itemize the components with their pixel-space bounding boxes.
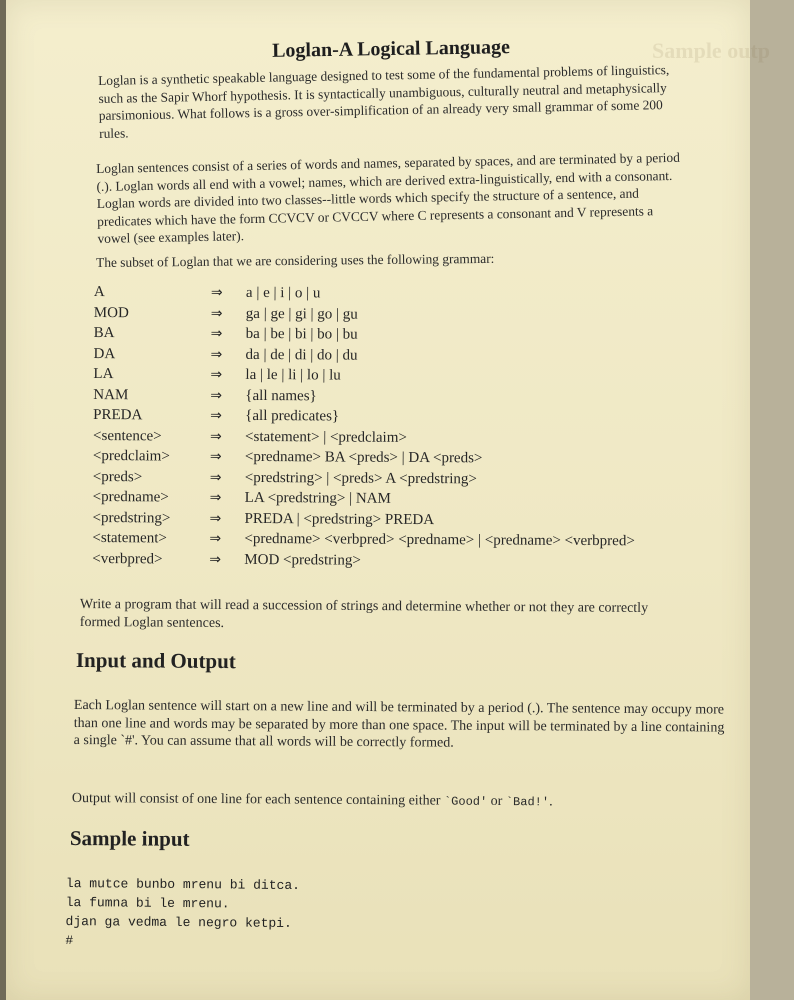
sample-line: djan ga vedma le negro ketpi.	[65, 913, 292, 931]
grammar-rhs: <predname> <verbpred> <predname> | <predname> <verbpred>	[244, 530, 635, 550]
derives-arrow-icon: ⇒	[210, 347, 223, 363]
grammar-lhs: MOD	[93, 304, 129, 321]
derives-arrow-icon: ⇒	[210, 408, 222, 424]
output-suffix: .	[549, 794, 553, 810]
task-paragraph: Write a program that will read a succession of strings and determine whether or not they are correctly formed Loglan sentences.	[79, 597, 649, 631]
grammar-rhs: {all predicates}	[245, 407, 340, 425]
grammar-intro-paragraph: The subset of Loglan that we are considering uses the following grammar:	[96, 250, 495, 270]
document-page	[6, 0, 770, 1000]
grammar-lhs: PREDA	[93, 406, 143, 424]
grammar-lhs: <predclaim>	[92, 447, 170, 465]
grammar-rhs: da | de | di | do | du	[245, 346, 358, 364]
derives-arrow-icon: ⇒	[210, 326, 223, 342]
grammar-rhs: <predname> BA <preds> | DA <preds>	[244, 448, 483, 467]
sample-line: la mutce bunbo mrenu bi ditca.	[65, 875, 301, 894]
grammar-rhs: PREDA | <predstring> PREDA	[244, 510, 435, 528]
derives-arrow-icon: ⇒	[209, 449, 222, 465]
derives-arrow-icon: ⇒	[210, 285, 223, 301]
output-bad-literal: `Bad!'	[505, 795, 550, 810]
grammar-lhs: <predname>	[92, 488, 169, 506]
grammar-rhs: MOD <predstring>	[244, 551, 361, 569]
derives-arrow-icon: ⇒	[210, 306, 223, 322]
output-prefix: Output will consist of one line for each sentence containing either	[71, 791, 445, 809]
derives-arrow-icon: ⇒	[210, 388, 223, 404]
grammar-lhs: <preds>	[92, 468, 143, 485]
page-title: Loglan-A Logical Language	[271, 36, 511, 62]
output-good-literal: `Good'	[443, 794, 488, 809]
grammar-rhs: la | le | li | lo | lu	[245, 366, 341, 384]
derives-arrow-icon: ⇒	[209, 511, 222, 527]
grammar-rhs: <statement> | <predclaim>	[245, 428, 407, 446]
sentence-structure-paragraph: Loglan sentences consist of a series of words and names, separated by spaces, and are terminated by a period (.). Loglan words all end with a vowel; names, which are derived extra-linguistically, end with a consonant. Loglan words are divided into two classes--little words which specify the structure of a sentence, and predicates which have the form CCVCV or CVCCV where C represents a consonant and V represents a vowel (see examples later).	[96, 149, 680, 246]
grammar-lhs: LA	[93, 365, 114, 383]
grammar-lhs: <statement>	[92, 529, 167, 547]
derives-arrow-icon: ⇒	[210, 429, 222, 445]
bleed-through-text: Sample outp	[652, 38, 770, 63]
input-paragraph: Each Loglan sentence will start on a new line and will be terminated by a period (.). The sentence may occupy more than one line and words may be separated by more than one space. The input will be terminated by a line containing a single `#'. You can assume that all words will be correctly formed.	[73, 698, 725, 751]
grammar-lhs: NAM	[93, 386, 129, 403]
io-heading: Input and Output	[75, 648, 236, 674]
grammar-lhs: A	[93, 284, 105, 301]
derives-arrow-icon: ⇒	[209, 490, 222, 506]
grammar-rhs: LA <predstring> | NAM	[244, 489, 391, 507]
derives-arrow-icon: ⇒	[209, 531, 222, 547]
grammar-lhs: <sentence>	[93, 427, 162, 444]
grammar-rhs: ba | be | bi | bo | bu	[245, 325, 358, 343]
intro-paragraph: Loglan is a synthetic speakable language designed to test some of the fundamental problems of linguistics, such as the Sapir Whorf hypothesis. It is syntactically unambiguous, culturally neutral and metaphysically parsimonious. What follows is a gross over-simplification of an already very small grammar of some 200 rules.	[98, 62, 670, 141]
grammar-rhs: <predstring> | <preds> A <predstring>	[244, 469, 477, 487]
derives-arrow-icon: ⇒	[209, 470, 222, 486]
grammar-rhs: {all names}	[245, 387, 317, 404]
output-paragraph	[72, 790, 732, 813]
grammar-lhs: BA	[93, 324, 115, 342]
sample-input-block	[65, 874, 300, 952]
derives-arrow-icon: ⇒	[210, 367, 223, 383]
grammar-lhs: DA	[93, 345, 116, 362]
output-or: or	[487, 793, 506, 810]
grammar-rhs: a | e | i | o | u	[245, 284, 321, 302]
grammar-lhs: <predstring>	[92, 509, 171, 526]
sample-line: #	[65, 932, 74, 949]
grammar-table	[92, 284, 794, 569]
sample-input-heading: Sample input	[69, 826, 190, 851]
derives-arrow-icon: ⇒	[209, 552, 222, 568]
grammar-lhs: <verbpred>	[92, 550, 163, 567]
grammar-rhs: ga | ge | gi | go | gu	[245, 305, 358, 323]
sample-line: la fumna bi le mrenu.	[65, 894, 230, 912]
